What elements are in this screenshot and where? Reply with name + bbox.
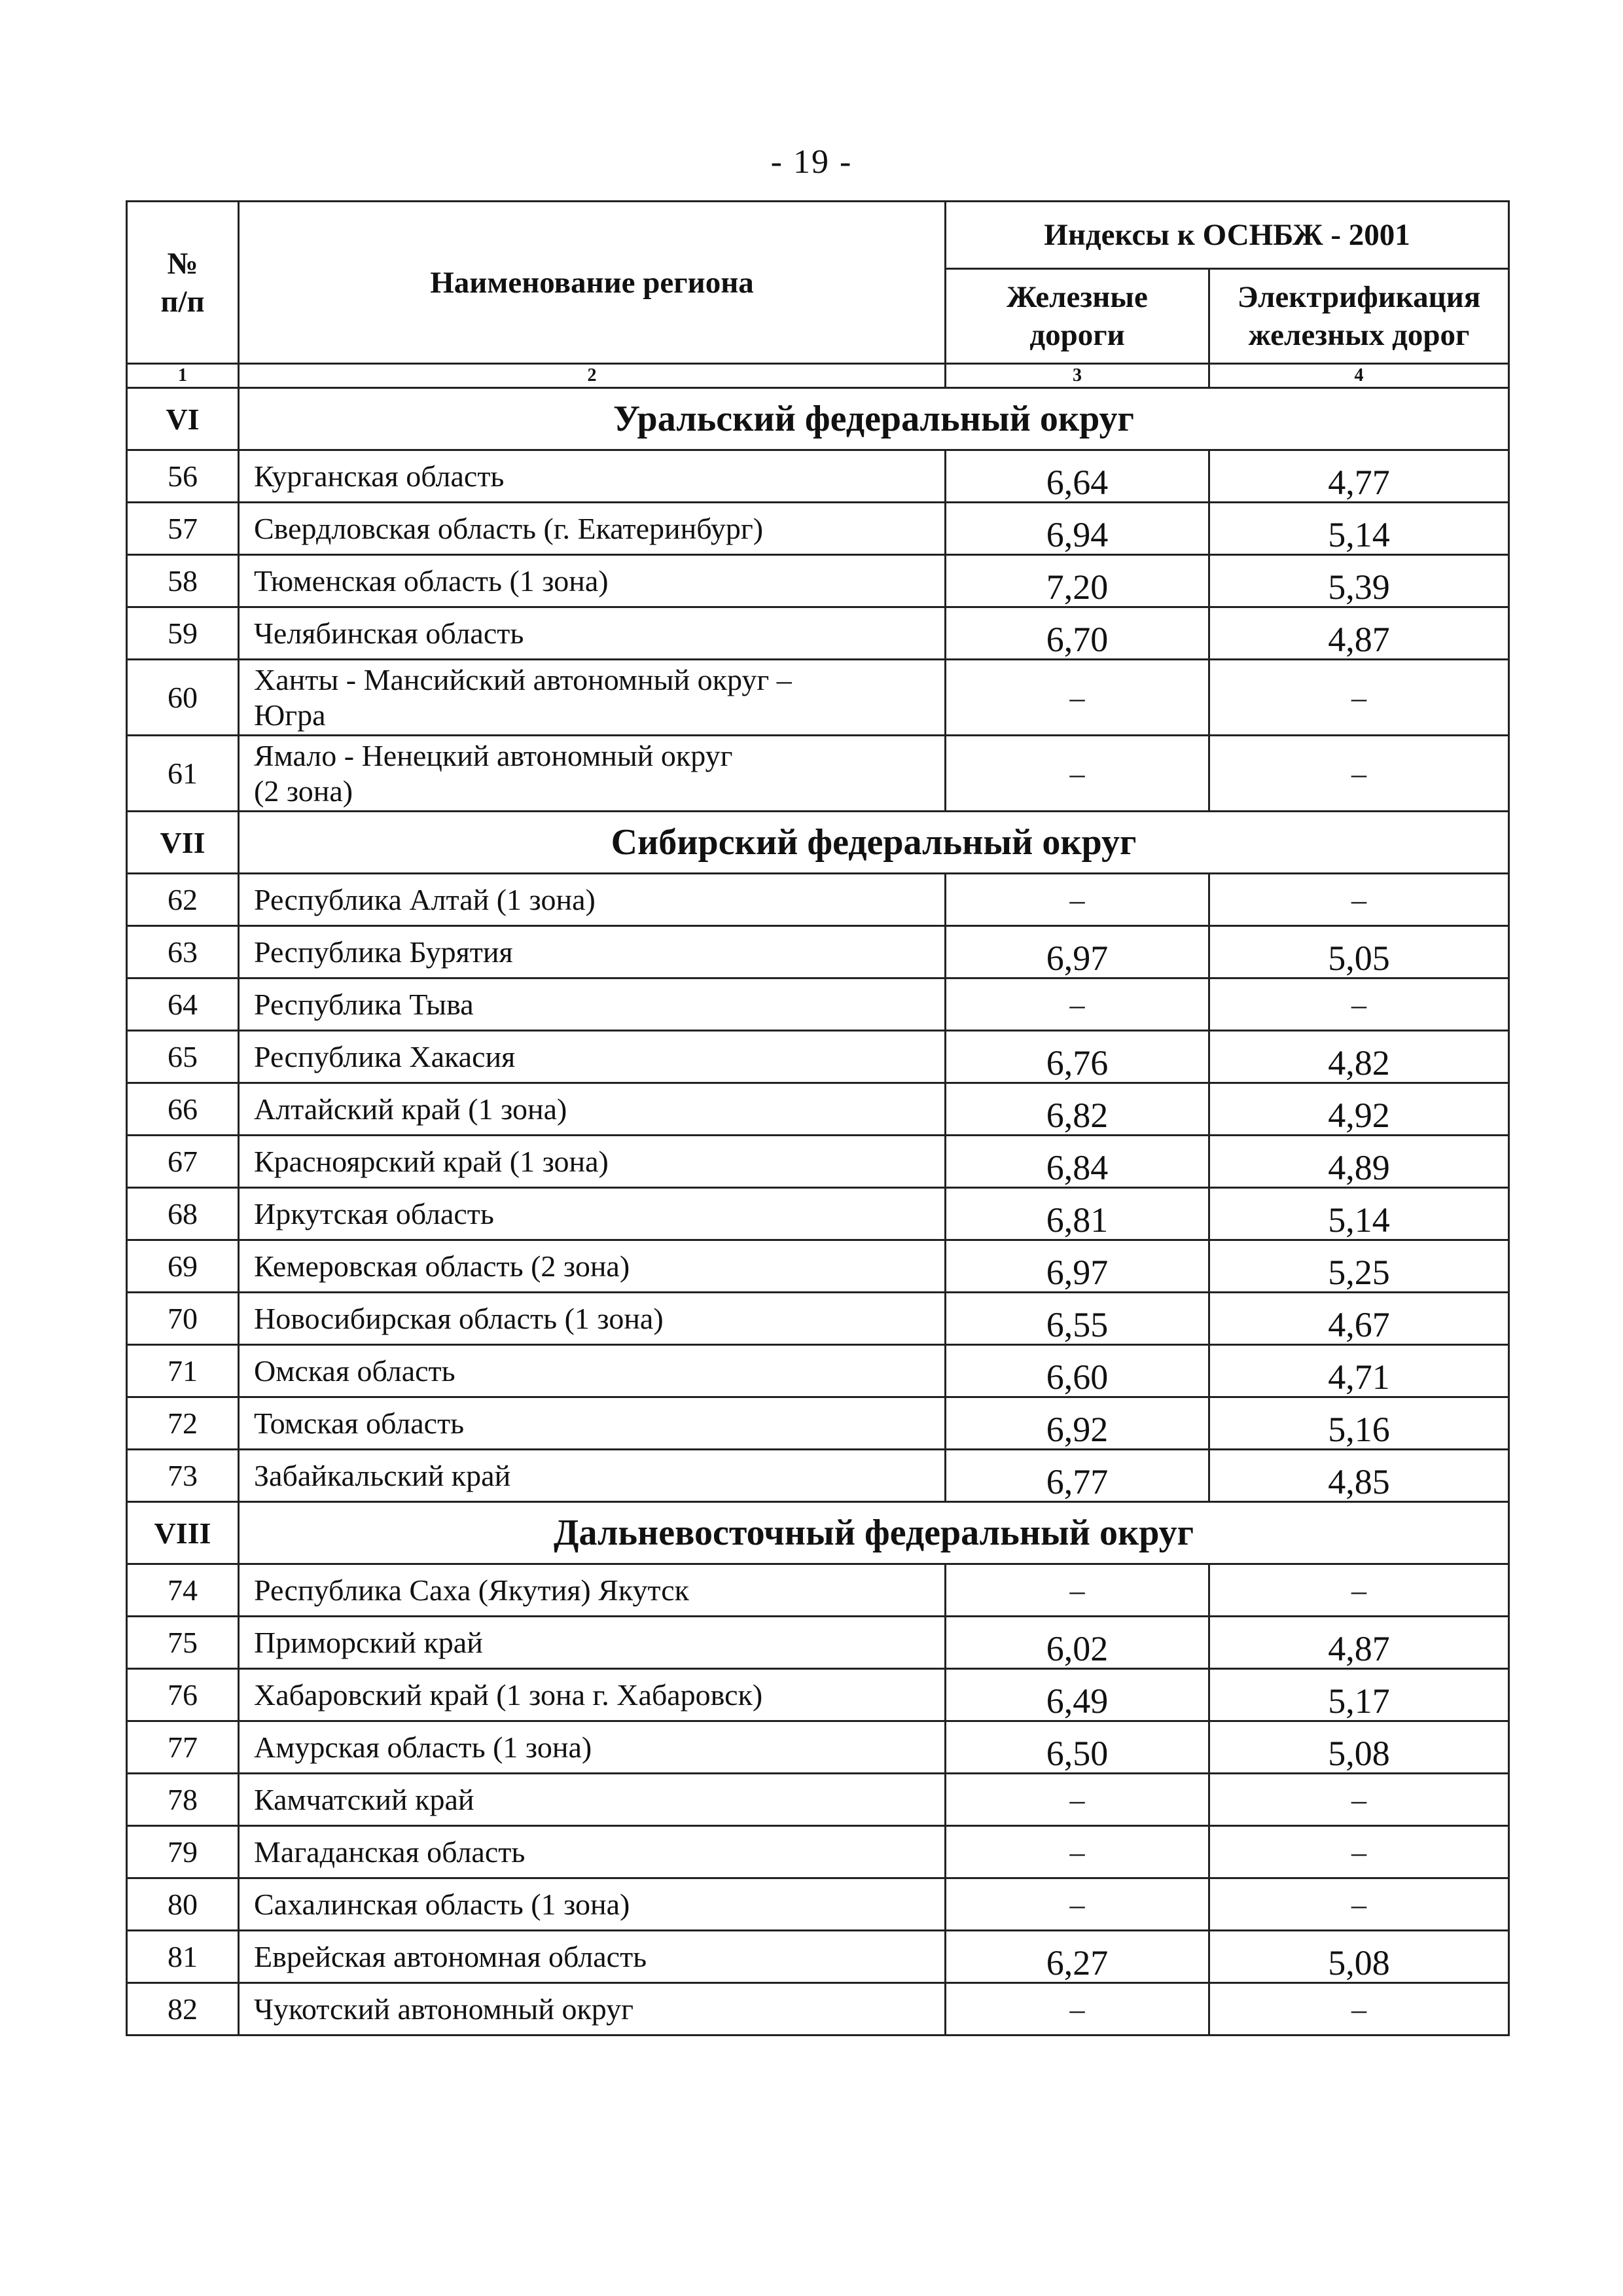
region-name: Иркутская область	[239, 1188, 946, 1240]
region-name: Кемеровская область (2 зона)	[239, 1240, 946, 1293]
region-name: Чукотский автономный округ	[239, 1983, 946, 2036]
railway-index: –	[946, 978, 1209, 1031]
railway-index: 6,27	[946, 1931, 1209, 1983]
railway-index: –	[946, 1774, 1209, 1826]
region-name: Республика Тыва	[239, 978, 946, 1031]
table-body	[127, 388, 1509, 2036]
regional-index-table	[126, 200, 1510, 2036]
region-name: Забайкальский край	[239, 1450, 946, 1502]
section-title: Уральский федеральный округ	[239, 388, 1509, 450]
region-name: Свердловская область (г. Екатеринбург)	[239, 503, 946, 555]
table-row	[127, 1983, 1509, 2036]
railway-index: 7,20	[946, 555, 1209, 607]
row-number: 80	[127, 1878, 239, 1931]
row-number: 70	[127, 1293, 239, 1345]
row-number: 73	[127, 1450, 239, 1502]
table-row	[127, 978, 1509, 1031]
region-name: Новосибирская область (1 зона)	[239, 1293, 946, 1345]
section-title: Сибирский федеральный округ	[239, 812, 1509, 874]
region-name: Амурская область (1 зона)	[239, 1721, 946, 1774]
row-number: 65	[127, 1031, 239, 1083]
row-number: 58	[127, 555, 239, 607]
table-row	[127, 503, 1509, 555]
table-row	[127, 926, 1509, 978]
table-row	[127, 736, 1509, 812]
table-row	[127, 1826, 1509, 1878]
railway-index: –	[946, 660, 1209, 736]
column-number-1: 1	[127, 364, 239, 388]
table-row	[127, 1136, 1509, 1188]
electrification-index: 4,67	[1209, 1293, 1509, 1345]
section-number: VII	[127, 812, 239, 874]
electrification-index: –	[1209, 1826, 1509, 1878]
electrification-index: 5,14	[1209, 1188, 1509, 1240]
section-header-row	[127, 812, 1509, 874]
row-number: 78	[127, 1774, 239, 1826]
row-number: 82	[127, 1983, 239, 2036]
row-number: 67	[127, 1136, 239, 1188]
table-row	[127, 607, 1509, 660]
row-number: 81	[127, 1931, 239, 1983]
railway-index: 6,82	[946, 1083, 1209, 1136]
row-number: 64	[127, 978, 239, 1031]
row-number: 62	[127, 874, 239, 926]
row-number: 75	[127, 1617, 239, 1669]
row-number: 56	[127, 450, 239, 503]
row-number: 72	[127, 1397, 239, 1450]
row-number: 59	[127, 607, 239, 660]
railway-index: 6,49	[946, 1669, 1209, 1721]
region-name: Приморский край	[239, 1617, 946, 1669]
railway-index: 6,84	[946, 1136, 1209, 1188]
table-row	[127, 1188, 1509, 1240]
electrification-index: 5,14	[1209, 503, 1509, 555]
region-name: Томская область	[239, 1397, 946, 1450]
region-name: Республика Алтай (1 зона)	[239, 874, 946, 926]
railway-index: 6,50	[946, 1721, 1209, 1774]
electrification-index: 5,08	[1209, 1721, 1509, 1774]
row-number: 61	[127, 736, 239, 812]
railway-index: 6,92	[946, 1397, 1209, 1450]
header-number: № п/п	[127, 202, 239, 364]
electrification-index: –	[1209, 660, 1509, 736]
electrification-index: 4,71	[1209, 1345, 1509, 1397]
row-number: 66	[127, 1083, 239, 1136]
electrification-index: 5,05	[1209, 926, 1509, 978]
row-number: 63	[127, 926, 239, 978]
region-name: Еврейская автономная область	[239, 1931, 946, 1983]
table-row	[127, 1931, 1509, 1983]
table-row	[127, 1564, 1509, 1617]
railway-index: –	[946, 1878, 1209, 1931]
electrification-index: 5,39	[1209, 555, 1509, 607]
electrification-index: –	[1209, 978, 1509, 1031]
railway-index: –	[946, 736, 1209, 812]
railway-index: 6,70	[946, 607, 1209, 660]
region-name: Ханты - Мансийский автономный округ – Югра	[239, 660, 946, 736]
electrification-index: –	[1209, 1983, 1509, 2036]
table-row	[127, 874, 1509, 926]
railway-index: 6,97	[946, 1240, 1209, 1293]
region-name: Курганская область	[239, 450, 946, 503]
header-railways: Железные дороги	[946, 269, 1209, 364]
table-row	[127, 1345, 1509, 1397]
electrification-index: –	[1209, 1564, 1509, 1617]
region-name: Ямало - Ненецкий автономный округ (2 зона)	[239, 736, 946, 812]
row-number: 60	[127, 660, 239, 736]
table-row	[127, 1669, 1509, 1721]
row-number: 77	[127, 1721, 239, 1774]
section-header-row	[127, 388, 1509, 450]
table-row	[127, 660, 1509, 736]
section-header-row	[127, 1502, 1509, 1564]
railway-index: –	[946, 1983, 1209, 2036]
electrification-index: 5,25	[1209, 1240, 1509, 1293]
row-number: 79	[127, 1826, 239, 1878]
region-name: Омская область	[239, 1345, 946, 1397]
railway-index: 6,76	[946, 1031, 1209, 1083]
railway-index: 6,55	[946, 1293, 1209, 1345]
electrification-index: –	[1209, 736, 1509, 812]
section-number: VI	[127, 388, 239, 450]
region-name: Республика Хакасия	[239, 1031, 946, 1083]
header-indices: Индексы к ОСНБЖ - 2001	[946, 202, 1509, 269]
table-row	[127, 1083, 1509, 1136]
region-name: Красноярский край (1 зона)	[239, 1136, 946, 1188]
railway-index: 6,77	[946, 1450, 1209, 1502]
railway-index: 6,81	[946, 1188, 1209, 1240]
region-name: Алтайский край (1 зона)	[239, 1083, 946, 1136]
railway-index: 6,97	[946, 926, 1209, 978]
railway-index: –	[946, 1564, 1209, 1617]
table-row	[127, 1397, 1509, 1450]
railway-index: 6,94	[946, 503, 1209, 555]
electrification-index: 4,87	[1209, 1617, 1509, 1669]
region-name: Тюменская область (1 зона)	[239, 555, 946, 607]
region-name: Хабаровский край (1 зона г. Хабаровск)	[239, 1669, 946, 1721]
table-row	[127, 450, 1509, 503]
table-row	[127, 1293, 1509, 1345]
railway-index: 6,02	[946, 1617, 1209, 1669]
table-row	[127, 1450, 1509, 1502]
table-row	[127, 1774, 1509, 1826]
electrification-index: 4,87	[1209, 607, 1509, 660]
row-number: 57	[127, 503, 239, 555]
table-row	[127, 1031, 1509, 1083]
electrification-index: 5,17	[1209, 1669, 1509, 1721]
railway-index: –	[946, 874, 1209, 926]
column-number-2: 2	[239, 364, 946, 388]
electrification-index: 4,85	[1209, 1450, 1509, 1502]
electrification-index: 4,82	[1209, 1031, 1509, 1083]
electrification-index: –	[1209, 874, 1509, 926]
section-title: Дальневосточный федеральный округ	[239, 1502, 1509, 1564]
region-name: Магаданская область	[239, 1826, 946, 1878]
railway-index: –	[946, 1826, 1209, 1878]
electrification-index: 4,77	[1209, 450, 1509, 503]
electrification-index: 5,08	[1209, 1931, 1509, 1983]
region-name: Камчатский край	[239, 1774, 946, 1826]
region-name: Челябинская область	[239, 607, 946, 660]
column-number-3: 3	[946, 364, 1209, 388]
row-number: 69	[127, 1240, 239, 1293]
table-row	[127, 1878, 1509, 1931]
header-region-name: Наименование региона	[239, 202, 946, 364]
header-electrification: Электрификация железных дорог	[1209, 269, 1509, 364]
electrification-index: –	[1209, 1774, 1509, 1826]
electrification-index: –	[1209, 1878, 1509, 1931]
page-number: - 19 -	[770, 143, 853, 181]
table-row	[127, 1721, 1509, 1774]
row-number: 74	[127, 1564, 239, 1617]
railway-index: 6,60	[946, 1345, 1209, 1397]
electrification-index: 4,92	[1209, 1083, 1509, 1136]
electrification-index: 5,16	[1209, 1397, 1509, 1450]
region-name: Республика Саха (Якутия) Якутск	[239, 1564, 946, 1617]
section-number: VIII	[127, 1502, 239, 1564]
electrification-index: 4,89	[1209, 1136, 1509, 1188]
region-name: Республика Бурятия	[239, 926, 946, 978]
region-name: Сахалинская область (1 зона)	[239, 1878, 946, 1931]
row-number: 71	[127, 1345, 239, 1397]
row-number: 76	[127, 1669, 239, 1721]
row-number: 68	[127, 1188, 239, 1240]
table-row	[127, 555, 1509, 607]
railway-index: 6,64	[946, 450, 1209, 503]
table-row	[127, 1617, 1509, 1669]
column-number-4: 4	[1209, 364, 1509, 388]
table-row	[127, 1240, 1509, 1293]
